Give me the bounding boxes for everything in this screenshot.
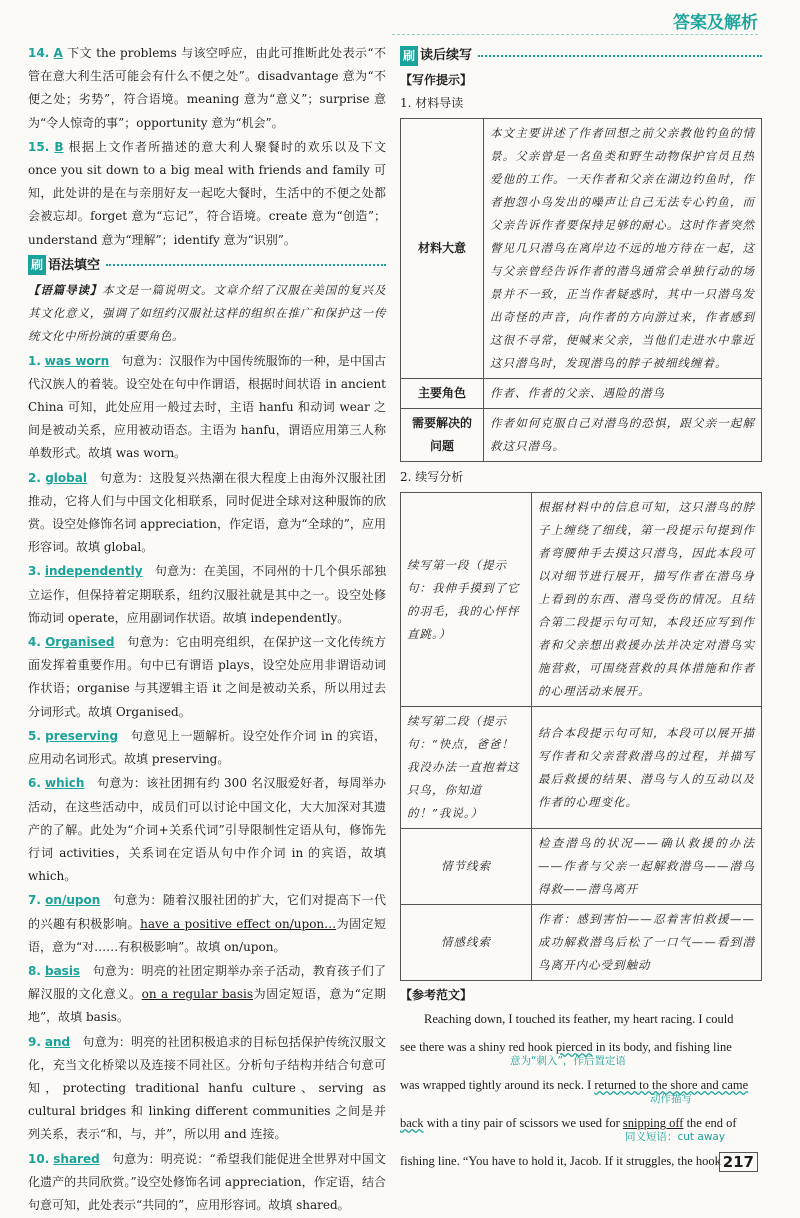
item-explanation: 句意为：在美国，不同州的十几个俱乐部独立运作，但保持着定期联系，纽约汉服社就是其中之一。设空处修饰动词 operate，应用副词作状语。故填 independently。	[28, 564, 386, 625]
answer-item-3	[28, 560, 386, 630]
row-content: 根据材料中的信息可知，这只潜鸟的脖子上缠绕了细线，第一段提示句提到作者弯腰伸手去摸这只潜鸟，因此本段可以对细节进行展开，描写作者在潜鸟身上看到的东西、潜鸟受伤的情况。且结合第二段提示句可知，本段还应写到作者和父亲想出救援办法并决定对潜鸟实施营救，可围绕营救的具体措施和作者的心理活动来展开。	[532, 493, 762, 707]
header-title: 答案及解析	[673, 13, 758, 33]
essay-line: fishing line. “You have to hold it, Jacob. If it struggles, the hook	[400, 1154, 721, 1168]
answer-item-5	[28, 725, 386, 771]
answer-item-15	[28, 136, 386, 252]
row-label: 材料大意	[401, 119, 484, 379]
item-explanation: 句意为：汉服作为中国传统服饰的一种，是中国古代汉族人的着装。设空处在句中作谓语，根据时间状语 in ancient China 可知，此处应用一般过去时，主语 hanfu 和动词 wear 之间是被动关系，应用被动语态。主语为 hanfu，谓语应用第三人称单数形式。故填 was worn。	[28, 353, 386, 461]
answer-item-9	[28, 1031, 386, 1147]
fixed-phrase: have a positive effect on/upon…	[140, 916, 337, 931]
answer-item-8	[28, 960, 386, 1030]
row-content: 作者：感到害怕——忍着害怕救援——成功解救潜鸟后松了一口气——看到潜鸟离开内心受到触动	[532, 905, 762, 981]
subheading-analysis: 2. 续写分析	[400, 470, 464, 484]
writing-hint-label: 【写作提示】	[400, 73, 473, 87]
row-content: 作者、作者的父亲、遇险的潜鸟	[484, 379, 762, 409]
row-content: 检查潜鸟的状况——确认救援的办法——作者与父亲一起解救潜鸟——潜鸟得救——潜鸟离开	[532, 829, 762, 905]
row-label: 主要角色	[401, 379, 484, 409]
item-explanation: 句意见上一题解析。设空处作介词 in 的宾语，应用动名词形式。故填 preserving。	[28, 728, 386, 767]
item-answer: B	[54, 139, 64, 154]
item-number: 8.	[28, 963, 41, 978]
intro-label: 【语篇导读】	[28, 283, 103, 298]
item-explanation: 句意为：它由明亮组织，在保护这一文化传统方面发挥着重要作用。句中已有谓语 plays，设空处应用非谓语动词作状语；organise 与其逻辑主语 it 之间是被动关系，所以用过去分词形式。故填 Organised。	[28, 635, 386, 719]
item-number: 9.	[28, 1034, 41, 1049]
item-explanation: 下文 the problems 与该空呼应，由此可推断此处表示“不管在意大利生活可能会有什么不便之处”。disadvantage 意为“不便之处；劣势”，符合语境。meaning 意为“意义”；surprise 意为“令人惊奇的事”；opportunity 意为“机会”。	[28, 46, 386, 130]
essay-line: was wrapped tightly around its neck. I returned to the shore and came	[400, 1078, 749, 1092]
answer-item-4	[28, 631, 386, 724]
annotated-phrase: snipping off	[622, 1116, 684, 1130]
item-number: 3.	[28, 564, 41, 579]
item-answer: preserving	[45, 728, 119, 743]
answer-item-7	[28, 889, 386, 959]
item-answer: shared	[53, 1151, 100, 1166]
page-number: 217	[719, 1152, 758, 1172]
item-explanation: 句意为：该社团拥有约 300 名汉服爱好者，每周举办活动，在这些活动中，成员们可以讨论中国文化，大大加深对其遗产的了解。此处为“介词+关系代词”引导限制性定语从句，修饰先行词 activities，关系词在定语从句中作介词 in 的宾语，故填 which。	[28, 776, 386, 884]
item-explanation: 句意为：随着汉服社团的扩大，它们对提高下一代的兴趣有积极影响。	[28, 893, 386, 931]
item-answer: was worn	[44, 353, 110, 368]
item-number: 6.	[28, 776, 41, 791]
item-number: 10.	[28, 1151, 50, 1166]
table-row	[401, 119, 762, 379]
item-explanation: 句意为：明亮的社团定期举办亲子活动，教育孩子们了解汉服的文化意义。	[28, 963, 386, 1002]
item-number: 14.	[28, 46, 50, 60]
answer-item-2	[28, 467, 386, 560]
item-number: 15.	[28, 139, 50, 154]
table-row	[401, 409, 762, 462]
essay-annotation: 动作描写	[650, 1093, 692, 1105]
passage-intro	[28, 279, 386, 349]
row-label: 续写第一段（提示句：我伸手摸到了它的羽毛，我的心怦怦直跳。）	[401, 493, 532, 707]
row-label: 情感线索	[401, 905, 532, 981]
table-row	[401, 493, 762, 707]
item-answer: Organised	[45, 635, 115, 650]
row-content: 结合本段提示句可知，本段可以展开描写作者和父亲营救潜鸟的过程，并描写最后救援的结果、潜鸟与人的互动以及作者的心理变化。	[532, 707, 762, 829]
item-answer: which	[45, 776, 85, 791]
essay-annotation: 同义短语：cut away	[625, 1131, 726, 1143]
item-number: 7.	[28, 893, 41, 908]
reference-essay	[400, 1011, 762, 1169]
item-answer: basis	[44, 963, 81, 978]
essay-line: back with a tiny pair of scissors we used for snipping off the end of	[400, 1116, 737, 1130]
section-badge: 刷	[28, 255, 46, 275]
essay-line: see there was a shiny red hook pierced in its body, and fishing line	[400, 1040, 732, 1054]
item-explanation: 句意为：这股复兴热潮在很大程度上由海外汉服社团推动，它将人们与中国文化相联系，同时促进全球对这种服饰的欣赏。设空处修饰名词 appreciation，作定语，意为“全球的”，应用形容词。故填 global。	[28, 470, 386, 555]
item-answer: on/upon	[45, 893, 101, 908]
answer-item-14	[28, 42, 386, 135]
right-column	[400, 42, 762, 1169]
annotated-phrase: returned to the shore and came	[594, 1078, 749, 1092]
item-number: 5.	[28, 728, 41, 743]
section-title: 语法填空	[48, 257, 101, 273]
item-answer: global	[45, 470, 87, 485]
item-explanation: 句意为：明亮的社团积极追求的目标包括保护传统汉服文化，充当文化桥梁以及连接不同社区。分析句子结构并结合句意可知，protecting traditional hanfu culture、serving as cultural bridges 和 linking different communities 之间是并列关系，表示“和，与，并”，所以用 and 连接。	[28, 1034, 386, 1142]
answer-item-10	[28, 1148, 386, 1218]
row-label: 情节线索	[401, 829, 532, 905]
item-number: 2.	[28, 470, 41, 485]
item-answer: independently	[44, 564, 143, 579]
answer-item-6	[28, 772, 386, 888]
table-row	[401, 707, 762, 829]
intro-text: 本文是一篇说明文。文章介绍了汉服在美国的复兴及其文化意义，强调了如纽约汉服社这样的组织在推广和保护这一传统文化中所扮演的重要角色。	[28, 283, 387, 344]
table-row	[401, 829, 762, 905]
annotated-phrase: back	[400, 1116, 424, 1130]
item-explanation-end: 为固定短语，意为“对……有积极影响”。故填 on/upon。	[28, 916, 386, 954]
item-explanation: 根据上文作者所描述的意大利人聚餐时的欢乐以及下文 once you sit down to a big meal with friends and family 可知，此处讲的是在与亲朋好友一起吃大餐时，生活中的不便之处都会被忘却。forget 意为“忘记”，符合语境。create 意为“创造”；understand 意为“理解”；identify 意为“识别”。	[28, 139, 386, 247]
annotated-word: pierced	[555, 1040, 593, 1054]
analysis-table	[400, 492, 762, 981]
section-badge: 刷	[400, 46, 418, 66]
material-table	[400, 118, 762, 462]
item-answer: A	[53, 46, 63, 60]
essay-line: Reaching down, I touched its feather, my heart racing. I could	[424, 1012, 734, 1026]
subheading-material: 1. 材料导读	[400, 96, 464, 110]
item-number: 4.	[28, 635, 41, 650]
section-dots	[106, 264, 386, 266]
row-content: 作者如何克服自己对潜鸟的恐惧，跟父亲一起解救这只潜鸟。	[484, 409, 762, 462]
item-explanation-end: 为固定短语，意为“定期地”，故填 basis。	[28, 987, 386, 1025]
section-dots	[478, 55, 762, 57]
header-divider	[392, 34, 758, 35]
row-label: 需要解决的问题	[401, 409, 484, 462]
answer-item-1	[28, 350, 386, 466]
left-column	[28, 42, 386, 1218]
fixed-phrase: on a regular basis	[141, 987, 253, 1002]
row-label: 续写第二段（提示句：“快点，爸爸！我没办法一直抱着这只鸟，你知道的！”我说。）	[401, 707, 532, 829]
item-number: 1.	[28, 353, 41, 368]
table-row	[401, 905, 762, 981]
item-explanation: 句意为：明亮说：“希望我们能促进全世界对中国文化遗产的共同欣赏。”设空处修饰名词 appreciation，作定语，结合句意可知，此处表示“共同的”，应用形容词。故填 shared。	[28, 1151, 386, 1212]
table-row	[401, 379, 762, 409]
item-answer: and	[44, 1034, 71, 1049]
reference-essay-label: 【参考范文】	[400, 988, 473, 1002]
essay-annotation: 意为“刺入”，作后置定语	[510, 1055, 626, 1067]
section-header-grammar	[28, 254, 386, 277]
row-content: 本文主要讲述了作者回想之前父亲教他钓鱼的情景。父亲曾是一名鱼类和野生动物保护官员且热爱他的工作。一天作者和父亲在湖边钓鱼时，作者抱怨小鸟发出的噪声让自己无法专心钓鱼，而父亲告诉作者要保持足够的耐心。这时作者突然瞥见几只潜鸟在离岸边不远的地方待在一起，这与父亲曾经告诉作者的潜鸟通常会单独行动的场景并不一致，正当作者疑惑时，其中一只潜鸟发出奇怪的声音，向作者的方向游过来，作者感到这很不寻常，便喊来父亲，当他们走进水中靠近这只潜鸟时，发现潜鸟的脖子被细线缠着。	[484, 119, 762, 379]
section-header-continuation	[400, 44, 762, 67]
section-title: 读后续写	[420, 48, 473, 63]
